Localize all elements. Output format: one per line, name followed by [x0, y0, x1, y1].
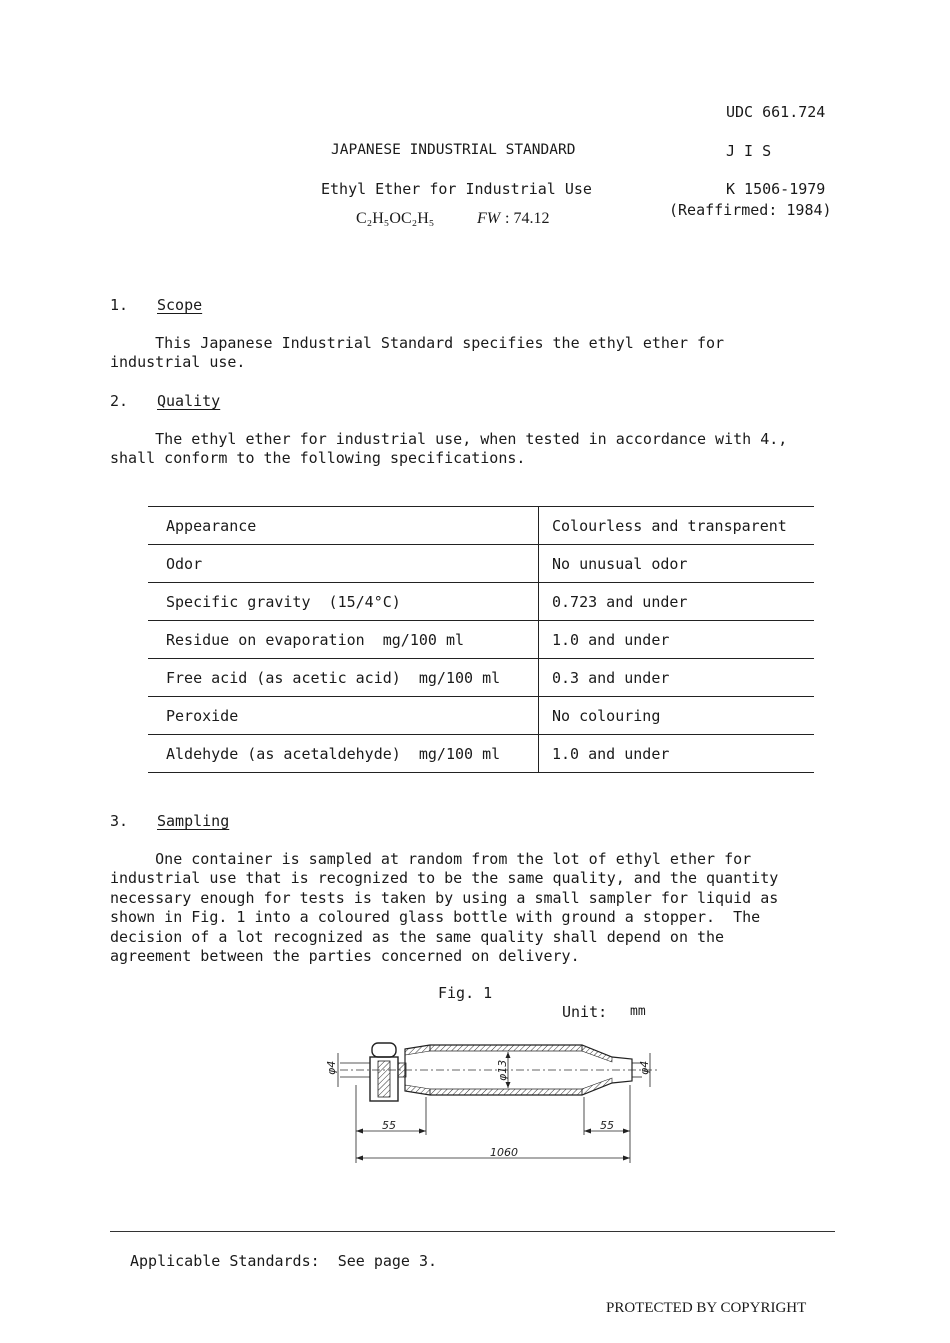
- quality-paragraph: The ethyl ether for industrial use, when tested in accordance with 4., shall conform to the following specifications.: [110, 430, 788, 468]
- spec-value: 0.723 and under: [539, 583, 815, 621]
- footer-rule: [110, 1231, 835, 1232]
- table-row: [148, 583, 814, 621]
- unit-value: mm: [630, 1004, 646, 1019]
- section-title-quality: Quality: [157, 392, 221, 410]
- figure-caption: Fig. 1: [438, 984, 493, 1002]
- section-title-scope: Scope: [157, 296, 203, 314]
- spec-item: Peroxide: [148, 697, 539, 735]
- chemical-formula: C₂H₅OC₂H₅: [356, 210, 435, 227]
- spec-item: Aldehyde (as acetaldehyde) mg/100 ml: [148, 735, 539, 773]
- formula-weight-label: FW: [477, 210, 501, 227]
- dimension-arrows: [356, 1052, 630, 1161]
- unit-label: Unit:: [562, 1003, 608, 1021]
- section-number-sampling: 3.: [110, 812, 129, 830]
- table-row: [148, 545, 814, 583]
- document-title: Ethyl Ether for Industrial Use: [321, 180, 592, 198]
- dim-body-diameter: φ13: [496, 1059, 509, 1081]
- spec-item: Residue on evaporation mg/100 ml: [148, 621, 539, 659]
- dim-tip-right: φ4: [638, 1060, 651, 1075]
- formula-weight-value: : 74.12: [505, 210, 550, 227]
- spec-item: Specific gravity (15/4°C): [148, 583, 539, 621]
- spec-value: 0.3 and under: [539, 659, 815, 697]
- scope-paragraph: This Japanese Industrial Standard specifies the ethyl ether for industrial use.: [110, 334, 725, 372]
- dim-right-length: 55: [600, 1119, 614, 1132]
- spec-value: 1.0 and under: [539, 621, 815, 659]
- spec-item: Odor: [148, 545, 539, 583]
- standard-number: K 1506-1979: [726, 180, 826, 198]
- spec-value: Colourless and transparent: [539, 507, 815, 545]
- table-row: [148, 735, 814, 773]
- jis-mark: J I S: [726, 142, 772, 160]
- section-title-sampling: Sampling: [157, 812, 230, 830]
- dim-left-length: 55: [382, 1119, 396, 1132]
- dim-total-length: 1060: [490, 1146, 518, 1159]
- spec-value: No unusual odor: [539, 545, 815, 583]
- table-row: [148, 659, 814, 697]
- spec-item: Free acid (as acetic acid) mg/100 ml: [148, 659, 539, 697]
- spec-item: Appearance: [148, 507, 539, 545]
- udc-number: UDC 661.724: [726, 103, 826, 121]
- section-number-quality: 2.: [110, 392, 129, 410]
- spec-value: 1.0 and under: [539, 735, 815, 773]
- dim-tip-left: φ4: [325, 1060, 338, 1075]
- applicable-standards: Applicable Standards: See page 3.: [130, 1252, 438, 1270]
- table-row: [148, 507, 814, 545]
- sampling-paragraph: One container is sampled at random from the lot of ethyl ether for industrial use that is recognized to be the same quality, and the quantity necessary enough for tests is taken by using a small sampler for liquid as shown in Fig. 1 into a coloured glass bottle with ground a stopper. The decision of a lot recognized as the same quality shall depend on the agreement between the parties concerned on delivery.: [110, 850, 779, 966]
- copyright-notice: PROTECTED BY COPYRIGHT: [606, 1300, 807, 1316]
- spec-value: No colouring: [539, 697, 815, 735]
- sampler-drawing: [320, 1035, 670, 1175]
- specification-table: [148, 506, 814, 773]
- standard-organization: JAPANESE INDUSTRIAL STANDARD: [331, 142, 576, 158]
- table-row: [148, 621, 814, 659]
- table-row: [148, 697, 814, 735]
- section-number-scope: 1.: [110, 296, 129, 314]
- reaffirmed-date: (Reaffirmed: 1984): [669, 201, 832, 219]
